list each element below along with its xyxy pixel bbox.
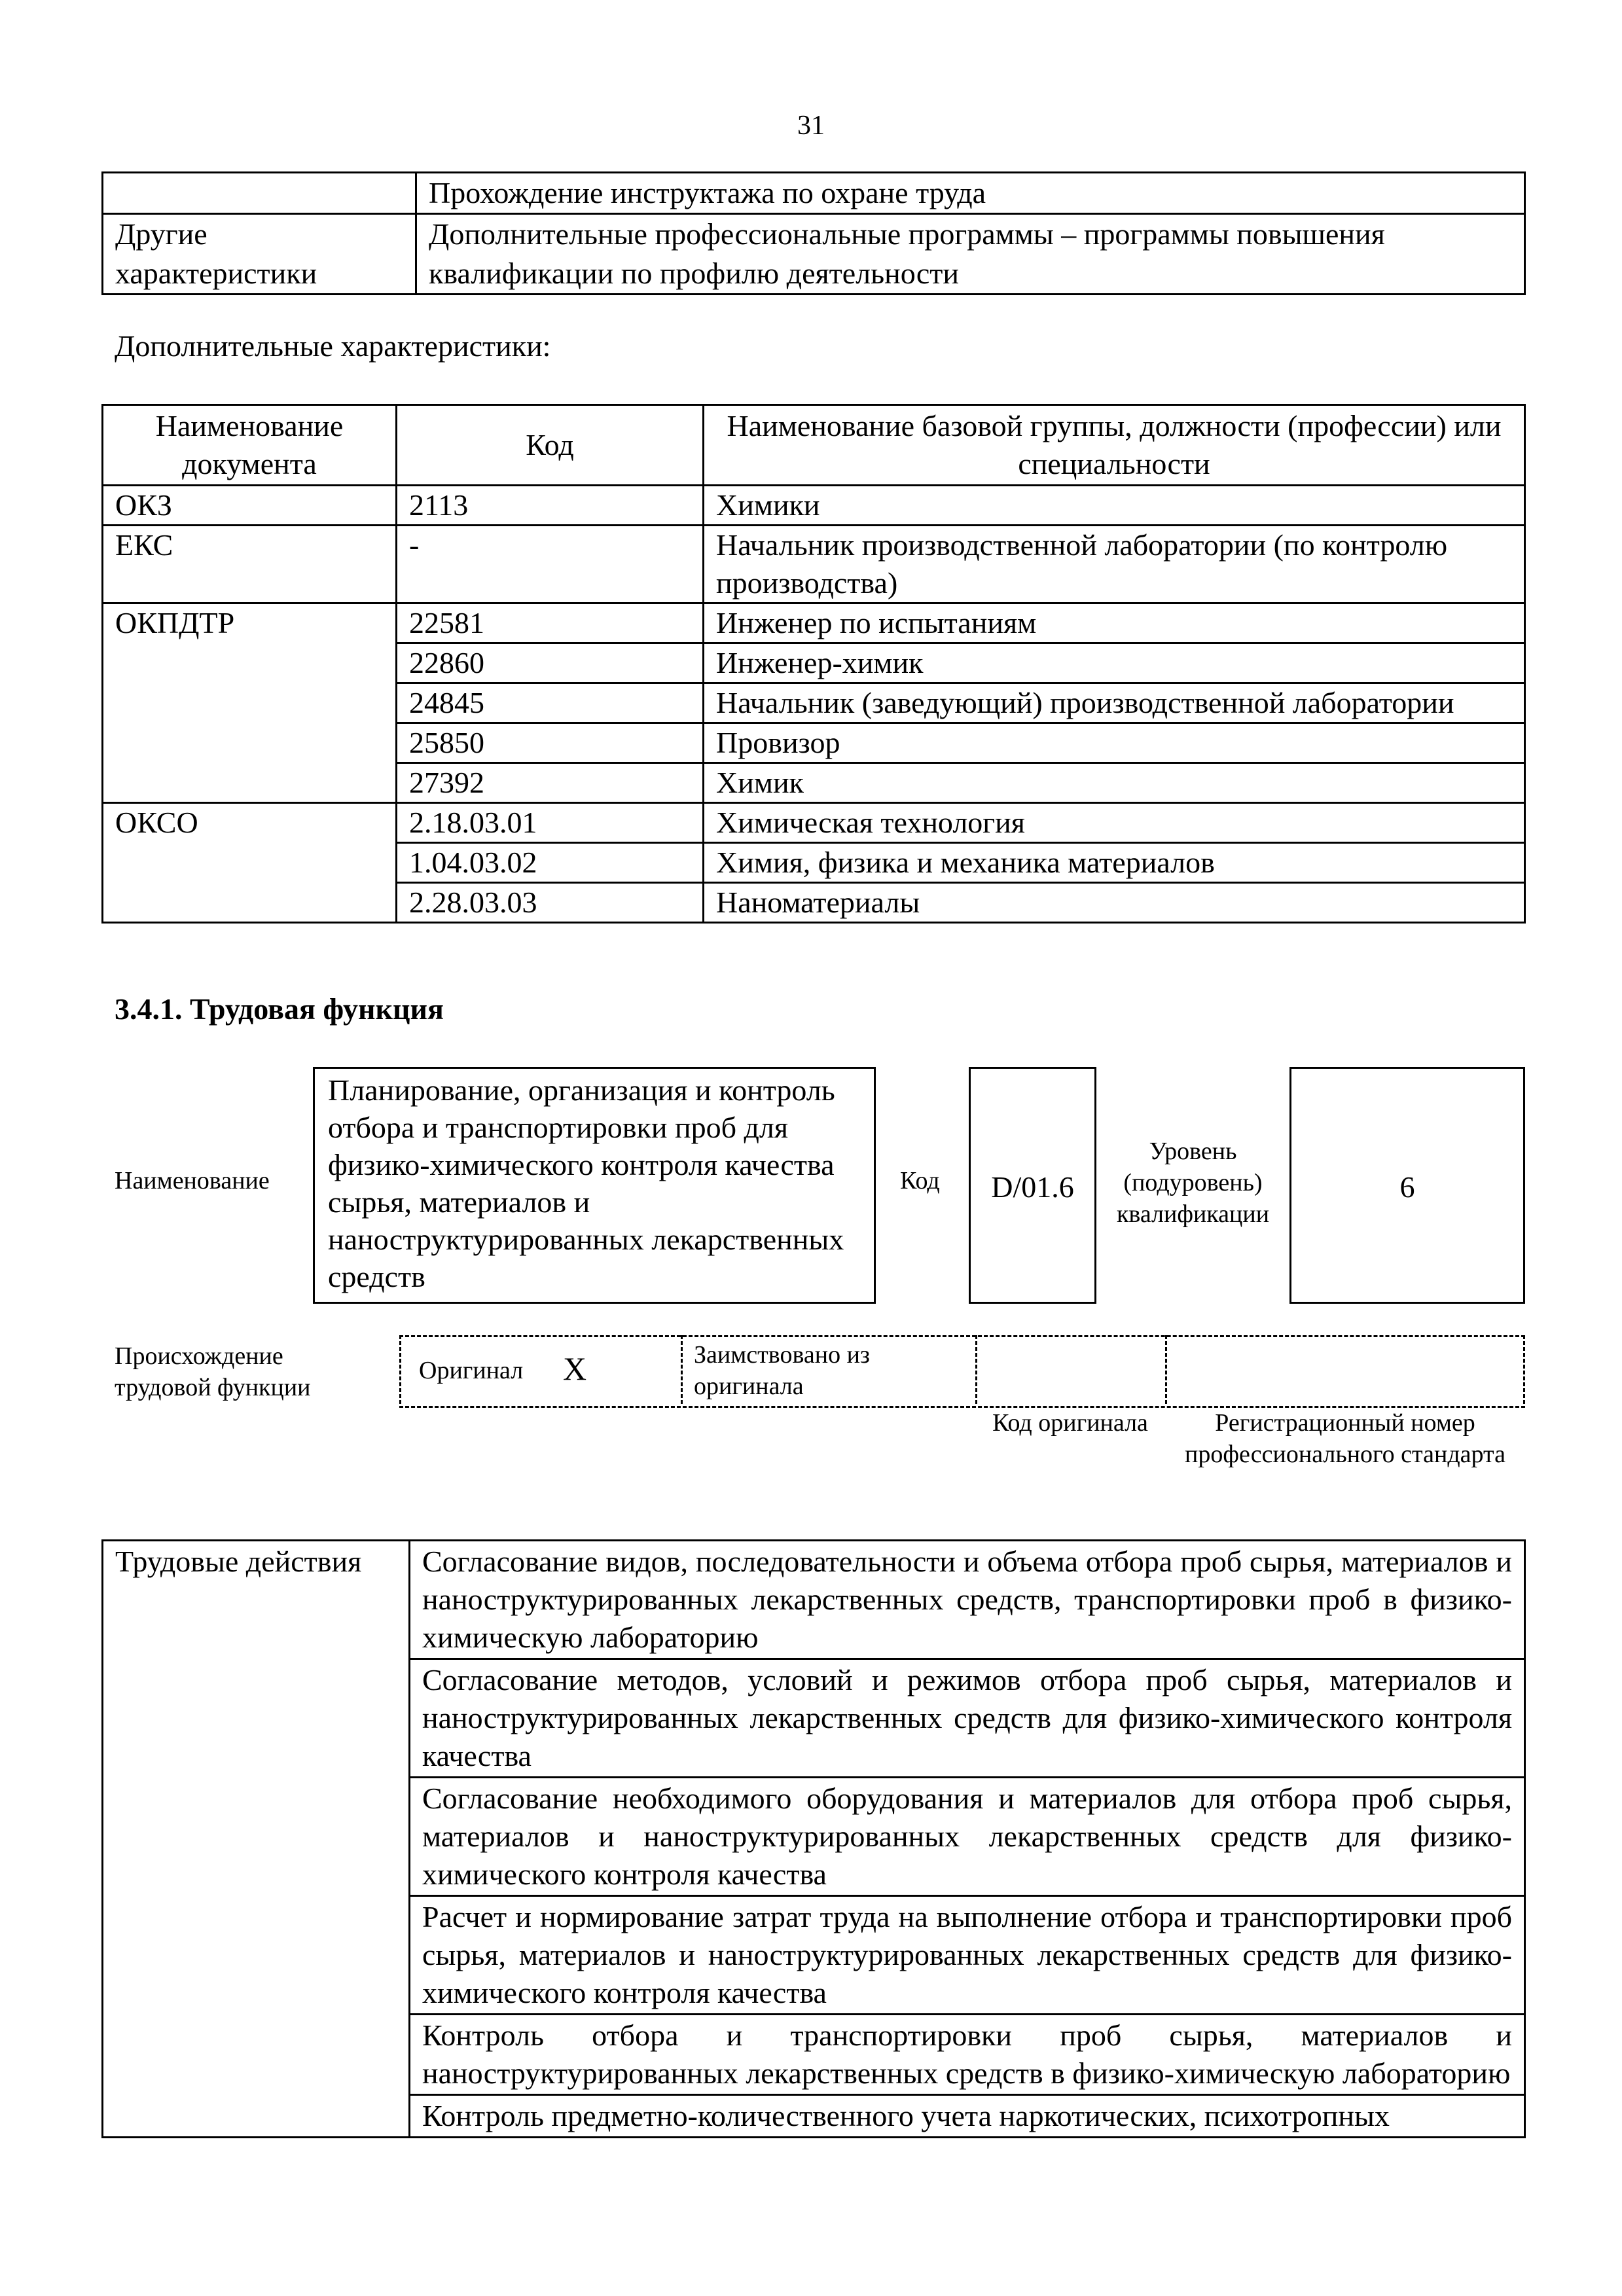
table-cell: Инженер-химик xyxy=(704,643,1525,683)
table-cell: Прохождение инструктажа по охране труда xyxy=(416,173,1525,214)
table-cell: Начальник (заведующий) производственной лаборатории xyxy=(704,683,1525,723)
code-caption: Код оригинала xyxy=(992,1409,1148,1437)
table-row xyxy=(103,603,1525,643)
header-name: Наименование базовой группы, должности (профессии) или специальности xyxy=(704,405,1525,486)
origin-divider xyxy=(1523,1335,1525,1404)
table-cell: 27392 xyxy=(397,763,704,803)
table-cell: 25850 xyxy=(397,723,704,763)
table-cell: ЕКС xyxy=(103,526,397,603)
header-doc: Наименование документа xyxy=(103,405,397,486)
table-cell: Химическая технология xyxy=(704,803,1525,843)
table-cell: Инженер по испытаниям xyxy=(704,603,1525,643)
function-code-box: D/01.6 xyxy=(969,1067,1096,1304)
level-label: Уровень (подуровень) квалификации xyxy=(1116,1138,1270,1228)
borrowed-label: Заимствовано из оригинала xyxy=(694,1341,870,1400)
table-row xyxy=(103,214,1525,295)
table-row xyxy=(103,526,1525,603)
table-cell: 22860 xyxy=(397,643,704,683)
table-cell: 1.04.03.02 xyxy=(397,843,704,883)
origin-label: Происхождение трудовой функции xyxy=(115,1342,311,1401)
action-item: Согласование методов, условий и режимов отбора проб сырья, материалов и наноструктурированных лекарственных средств для физико-химического контроля качества xyxy=(410,1659,1525,1778)
origin-divider xyxy=(975,1335,977,1404)
table-cell: 24845 xyxy=(397,683,704,723)
origin-divider xyxy=(399,1335,401,1404)
action-item: Согласование видов, последовательности и объема отбора проб сырья, материалов и наноструктурированных лекарственных средств, транспортировки проб в физико-химическую лабораторию xyxy=(410,1541,1525,1659)
actions-label: Трудовые действия xyxy=(103,1541,410,2138)
table-row xyxy=(103,803,1525,843)
table-cell xyxy=(103,173,416,214)
table-header-row xyxy=(103,405,1525,486)
header-code: Код xyxy=(397,405,704,486)
table-cell: ОКСО xyxy=(103,803,397,923)
function-name-label: Наименование xyxy=(115,1167,270,1194)
reg-caption: Регистрационный номер профессионального стандарта xyxy=(1185,1409,1505,1468)
other-characteristics-table xyxy=(101,171,1526,295)
action-item: Расчет и нормирование затрат труда на выполнение отбора и транспортировки проб сырья, материалов и наноструктурированных лекарственных средств для физико-химического контроля качества xyxy=(410,1896,1525,2015)
additional-characteristics-title: Дополнительные характеристики: xyxy=(115,329,551,363)
table-row xyxy=(103,1541,1525,1659)
original-label: Оригинал xyxy=(419,1357,524,1384)
action-item: Контроль отбора и транспортировки проб сырья, материалов и наноструктурированных лекарственных средств в физико-химическую лабораторию xyxy=(410,2015,1525,2095)
level-box: 6 xyxy=(1289,1067,1525,1304)
table-cell: Химики xyxy=(704,486,1525,526)
table-cell: 2113 xyxy=(397,486,704,526)
table-cell: - xyxy=(397,526,704,603)
table-cell: Наноматериалы xyxy=(704,883,1525,923)
function-name-box: Планирование, организация и контроль отбора и транспортировки проб для физико-химического контроля качества сырья, материалов и наноструктурированных лекарственных средств xyxy=(313,1067,876,1304)
origin-divider xyxy=(681,1335,683,1404)
function-code-label: Код xyxy=(900,1167,940,1194)
page-number: 31 xyxy=(797,111,825,141)
action-item: Согласование необходимого оборудования и материалов для отбора проб сырья, материалов и наноструктурированных лекарственных средств для физико-химического контроля качества xyxy=(410,1778,1525,1896)
table-cell: Химия, физика и механика материалов xyxy=(704,843,1525,883)
table-cell: Другие характеристики xyxy=(103,214,416,295)
original-mark: X xyxy=(563,1350,587,1387)
table-cell: 2.18.03.01 xyxy=(397,803,704,843)
table-cell: ОКПДТР xyxy=(103,603,397,803)
labor-actions-table xyxy=(101,1539,1526,2138)
table-cell: Дополнительные профессиональные программы – программы повышения квалификации по профилю деятельности xyxy=(416,214,1525,295)
section-heading: 3.4.1. Трудовая функция xyxy=(115,992,444,1026)
table-cell: ОКЗ xyxy=(103,486,397,526)
table-cell: 22581 xyxy=(397,603,704,643)
table-row xyxy=(103,173,1525,214)
table-cell: Провизор xyxy=(704,723,1525,763)
table-row xyxy=(103,486,1525,526)
additional-characteristics-table xyxy=(101,404,1526,924)
action-item: Контроль предметно-количественного учета наркотических, психотропных xyxy=(410,2095,1525,2138)
table-cell: Химик xyxy=(704,763,1525,803)
table-cell: Начальник производственной лаборатории (по контролю производства) xyxy=(704,526,1525,603)
table-cell: 2.28.03.03 xyxy=(397,883,704,923)
origin-divider xyxy=(1165,1335,1167,1404)
